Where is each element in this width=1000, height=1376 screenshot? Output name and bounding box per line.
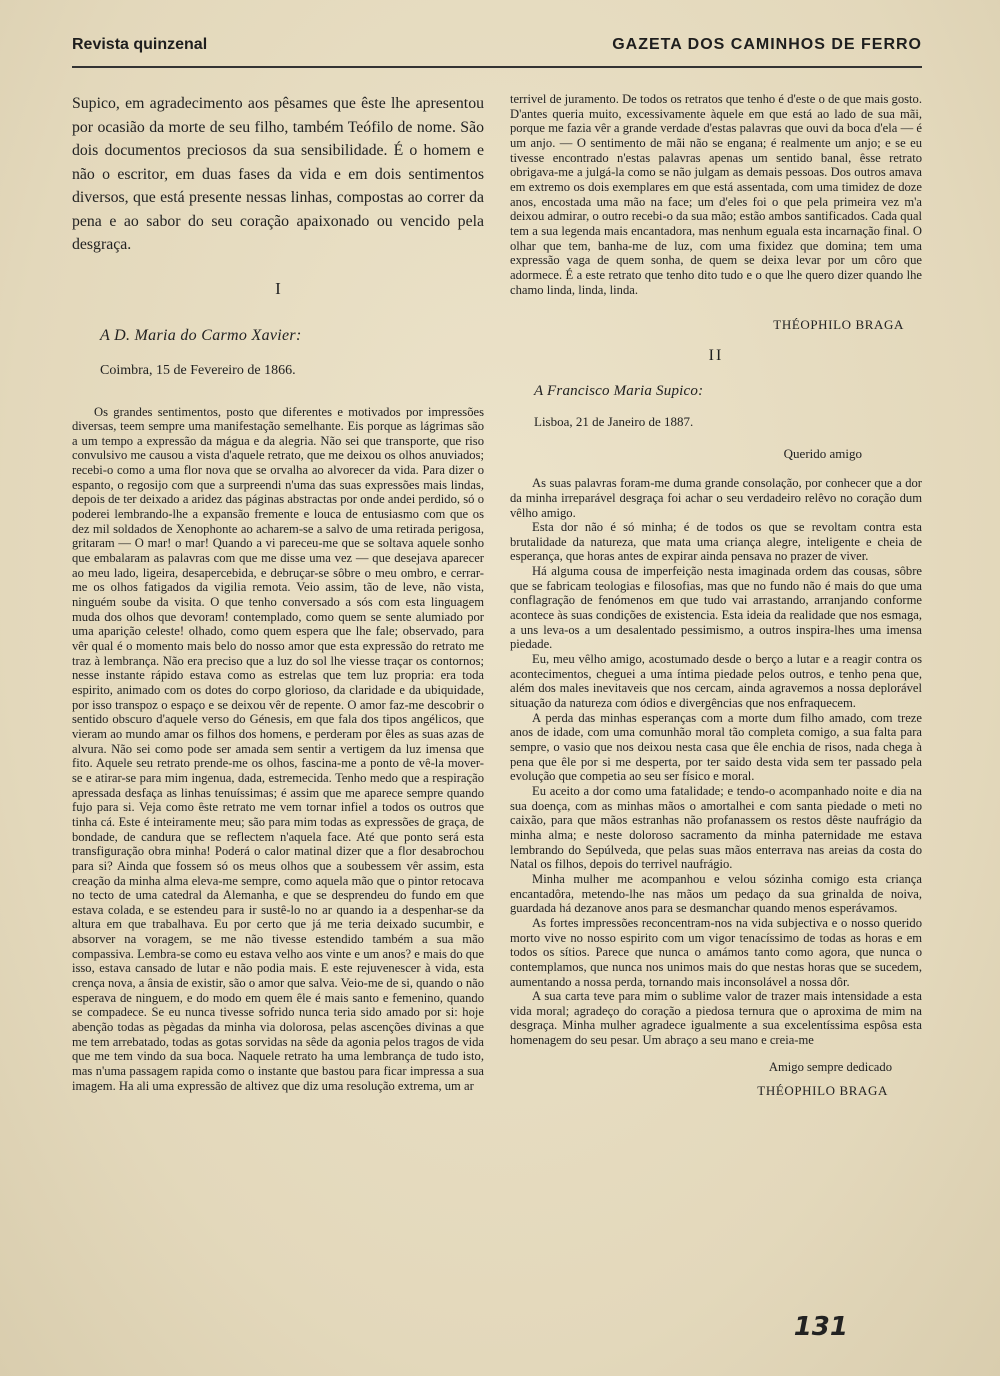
letter-2-greeting: Querido amigo: [783, 446, 862, 462]
letter-2-paragraph: Minha mulher me acompanhou e velou sózinha comigo esta criança encantadôra, metendo-lhe nas mãos um pedaço da sua grinalda de noiva, guardada há dezanove anos para se desmanchar quando menos esperávamos.: [510, 871, 922, 916]
letter-2-paragraph: As suas palavras foram-me duma grande consolação, por conhecer que a dor da minha irreparável desgraça foi achar o seu verdadeiro relêvo no coração dum vêlho amigo.: [510, 476, 922, 520]
letter-1-addressee: A D. Maria do Carmo Xavier:: [100, 326, 302, 344]
letter-1-body: Os grandes sentimentos, posto que diferentes e motivados por impressões diversas, teem sempre uma manifestação semelhante. Eis porque as lágrimas são a um tempo a expressão da mágua e da alegria. Não sei que transporte, que riso convulsivo me causou a vista d'aquele retrato, que me deixou os olhos anuviados; recebi-o como a uma flor nova que se orvalha ao alvorecer da vida. Para dizer o espanto, o regosijo com que a surpreendi n'uma das suas expressões mais lindas, depois de ter deixado a aridez das páginas abstractas por onde andei perdido, só o poderei lembrando-lhe a expansão fremente e louca de entusiasmo com que os dez mil soldados de Xenophonte ao acharem-se a salvo de uma retirada perigosa, gritaram — O mar! o mar! Quando a vi pareceu-me que se soltava aquele sonho que embalaram as palavras com que me disse uma vez — que desejava aparecer ao meu lado, ligeira, desapercebida, e debruçar-se sôbre o meu ombro, e cerrar-me os olhos fatigados da vigilia remota. Veio assim, tão de leve, não vista, ninguém soube da visita. O que tenho conversado a sós com esta linguagem muda dos olhos que devoram! contemplado, como quem se sente alumiado por uma aparição celeste! olhado, como quem espera que lhe fale; observado, para vêr qual é o momento mais belo do nosso amor que esta expressão do retrato me traz à lembrança. Não era preciso que a luz do sol lhe viesse traçar os contornos; nesse instante rápido estava como as estrelas que tem luz propria: era toda espirito, animado com os dotes do corpo glorioso, da claridade e da ubiquidade, por isso transpoz o espaço e se deixou vêr de repente. O amor faz-me descobrir o sentido obscuro d'aquele verso do Génesis, em que fala dos tipos angélicos, que vieram ao mundo amar os filhos dos homens, e perderam por êles as suas azas de alvura. Não sei como pode ser amada sem sentir a vertigem da luz imensa que fito. Aquele seu retrato prende-me os olhos, fascina-me a ponto de vê-la mover-se e atirar-se para mim ingenua, dada, estremecida. Tenho medo que a respiração apressada desfaça as linhas tenuíssimas; é assim que me aparece sempre quando fujo para si. Veja como êste retrato me vem tornar infiel a todos os outros que tinha cá. Este é inteiramente meu; são para mim todas as expressões de graça, de bondade, de candura que se reflectem n'aquela face. Até que ponto será esta transfiguração obra minha! Poderá o calor matinal dizer que a flor desabrochou para si? Ainda que fossem só os meus olhos que a soubessem vêr assim, esta creação da minha alma eleva-me sempre, como aquela mão que o pintor retocava no tecto de uma catedral da Alemanha, e que se desprendeu do fundo em que estava colada, e se estendeu para ir sustê-lo no ar quando ia a despenhar-se da altura em que trabalhava. Eu por certo que já me teria deixado sucumbir, e absorver na voragem, se me não tivesse estendido também a sua mão compassiva. Lembra-se como eu estava velho aos vinte e um anos? e mais do que isso, estava cansado de lutar e não podia mais. E este rejuvenescer à vida, esta crença nova, a ânsia de existir, são o amor que salva. Veio-me de si, quando o não esperava de ninguem, e do modo em quem êle é mais santo e femenino, quando se compadece. Se eu nunca tivesse sofrido nunca teria sido amado por si: hoje abenção todas as pègadas da minha via dolorosa, pelas ascenções divinas a que me tem arrebatado, todas as gotas sorvidas na sêde da agonia pelos tragos de vida que me tem vindo da sua boca. Naquele retrato ha uma lembrança de tudo isto, mas n'uma passagem rapida como o instante que bastou para ficar impressa a sua imagem. Ha ali uma expressão de altivez que diz uma resolução extrema, um ar: [72, 404, 484, 1093]
running-header: [72, 36, 922, 60]
right-column: [510, 92, 922, 1099]
letter-2-closing: Amigo sempre dedicado: [768, 1059, 892, 1074]
letter-2-paragraph: Eu aceito a dor como uma fatalidade; e tendo-o acompanhado noite e dia na sua doença, com as minhas mãos o amortalhei e com santa piedade o meti no caixão, para que mãos estranhas não profanassem os restos dêste naufrágio da minha alma; e neste doloroso sacramento da minha paternidade me estava lembrando do Sepúlveda, que pelas suas mãos enterrava nas areias da costa do Natal os filhos, depois do terrivel naufrágio.: [510, 783, 922, 872]
letter-1-signature: THÉOPHILO BRAGA: [773, 317, 904, 333]
letter-2-paragraph: As fortes impressões reconcentram-nos na vida subjectiva e o nosso querido morto vive no nosso espirito com um vigor tenacíssimo de todas as horas e em todos os sítios. Parece que nunca o amámos tanto como agora, que nunca o contemplamos, que nunca nos unimos mais do que nestas horas que se sucedem, aumentando a nossa perda, tornando mais inconsolável a nossa dôr.: [510, 915, 922, 989]
header-rule: [72, 66, 922, 68]
letter-2-paragraph: Esta dor não é só minha; é de todos os que se revoltam contra esta brutalidade da natureza, que mata uma criança alegre, inteligente e cheia de esperança, que horas antes de expirar ainda pensava no prazer de viver.: [510, 520, 922, 564]
letter-2-signature: THÉOPHILO BRAGA: [757, 1082, 888, 1098]
header-left: Revista quinzenal: [72, 36, 208, 53]
letter-2-paragraph: Eu, meu vêlho amigo, acostumado desde o berço a lutar e a reagir contra os acontecimentos, cheguei a uma íntima piedade pelos outros, e tenho pena que, além dos males inevitaveis que nos cercam, ainda agravemos a nossa deplorável situação da natureza com ódios e divergências que nos enfraquecem.: [510, 652, 922, 711]
letter-2-paragraph: Há alguma cousa de imperfeição nesta imaginada ordem das cousas, sôbre que se fabricam teologias e filosofias, mas que no fundo não é mais do que uma conflagração de fenómenos em que tudo vai arrastando, arranjando conforme acontece às suas condições de existencia. Esta ideia da realidade que nos esmaga, a uns leva-os a um desalentado pessimismo, a outros inspira-lhes uma imensa piedade.: [510, 564, 922, 652]
section-number-1: I: [275, 278, 281, 298]
header-right: GAZETA DOS CAMINHOS DE FERRO: [612, 36, 922, 53]
letter-2-paragraph: A perda das minhas esperanças com a morte dum filho amado, com treze anos de idade, com uma comunhão moral tão completa comigo, a sua falta para sempre, o vasio que nos deixou nesta casa que êle enchia de risos, nada chega à pena que êle por si me desperta, por ter saido desta vida sem ter passado pela evolução que competia ao seu ser físico e moral.: [510, 710, 922, 784]
letter-1-dateline: Coimbra, 15 de Fevereiro de 1866.: [100, 362, 296, 378]
section-number-2: II: [708, 347, 724, 365]
letter-2-addressee: A Francisco Maria Supico:: [534, 383, 704, 400]
letter-2-dateline: Lisboa, 21 de Janeiro de 1887.: [534, 414, 694, 430]
intro-paragraph: Supico, em agradecimento aos pêsames que êste lhe apresentou por ocasião da morte de seu filho, também Teófilo de nome. São dois documentos preciosos da sua sensibilidade. É o homem e não o escritor, em duas fases da vida e em dois sentimentos diversos, que está presente nessas linhas, compostas ao correr da pena e ao sabor do seu coração apaixonado ou vencido pela desgraça.: [72, 95, 484, 253]
letter-2-paragraph: A sua carta teve para mim o sublime valor de trazer mais intensidade a esta vida moral; agradeço do coração a piedosa ternura que o aproxima de mim na desgraça. Minha mulher agradece igualmente a sua excelentíssima espôsa esta homenagem do seu pesar. Um abraço a seu mano e creia-me: [510, 989, 922, 1048]
left-column: [72, 92, 484, 1093]
letter-1-continuation: terrivel de juramento. De todos os retratos que tenho é d'este o de que mais gosto. D'antes queria muito, excessivamente àquele em que está ao lado de sua mãi, porque me fazia vêr a grande verdade d'estas palavras que ouvi da boca d'ela — é um anjo. — O sentimento de mãi não se engana; é realmente um anjo; e se eu tivesse encontrado n'estas palavras apenas um sentido banal, êsse retrato obrigava-me a julgá-la como se não julgam as demais pessoas. Dos outros amava em extremo os dois exemplares em que está assentada, com uma timidez de doze anos, encostada uma mão na face; um d'eles foi o que pela primeira vez m'a deixou admirar, o outro recebi-o da sua mão; estão ambos santificados. Cada qual tem a sua legenda mais encantadora, mas nenhum eguala esta incarnação final. O olhar que tem, banha-me de luz, com uma fixidez que domina; tem uma expressão vaga de quem sonha, de quem se deixa levar por um côro que adormece. É a este retrato que tenho dito tudo e o que lhe quero dizer quando lhe chamo linda, linda, linda.: [510, 92, 922, 297]
page-number: 131: [793, 1312, 848, 1342]
